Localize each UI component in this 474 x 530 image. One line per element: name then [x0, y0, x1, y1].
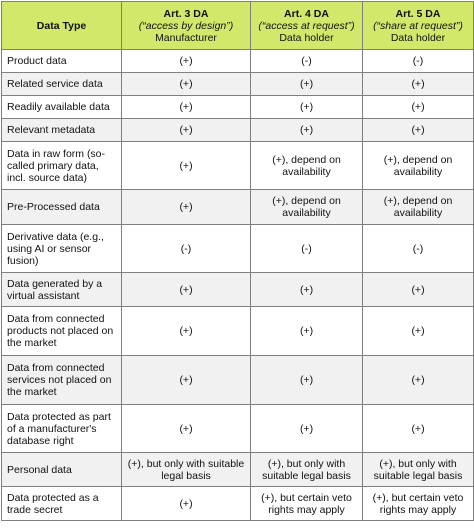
row-label: Pre-Processed data — [2, 190, 122, 225]
header-art4-mode: (“access at request”) — [258, 19, 355, 32]
row-label: Data in raw form (so-called primary data, incl. source data) — [2, 142, 122, 190]
table-row — [2, 50, 474, 73]
cell-art5: (+) — [363, 96, 474, 119]
data-access-table — [1, 1, 474, 521]
cell-art3: (+) — [122, 96, 251, 119]
header-art4 — [251, 2, 363, 50]
table-row — [2, 190, 474, 225]
table-body — [2, 50, 474, 521]
cell-art3: (+) — [122, 142, 251, 190]
cell-art5: (+) — [363, 405, 474, 453]
row-label: Data from connected services not placed on the market — [2, 356, 122, 405]
row-label: Related service data — [2, 73, 122, 96]
table-row — [2, 307, 474, 356]
header-art3-mode: (“access by design”) — [138, 19, 234, 32]
cell-art4: (+), but certain veto rights may apply — [251, 487, 363, 521]
table-row — [2, 487, 474, 521]
cell-art3: (+), but only with suitable legal basis — [122, 453, 251, 487]
header-art5-mode: (“share at request”) — [373, 19, 463, 32]
header-row — [2, 2, 474, 50]
row-label: Readily available data — [2, 96, 122, 119]
header-art5-article: Art. 5 DA — [395, 7, 441, 20]
header-data-type: Data Type — [2, 2, 122, 50]
cell-art5: (+), but only with suitable legal basis — [363, 453, 474, 487]
cell-art4: (+), depend on availability — [251, 190, 363, 225]
table-row — [2, 119, 474, 142]
cell-art5: (+) — [363, 307, 474, 356]
cell-art3: (+) — [122, 73, 251, 96]
table-row — [2, 273, 474, 307]
cell-art4: (+) — [251, 96, 363, 119]
table-row — [2, 405, 474, 453]
row-label: Derivative data (e.g., using AI or sensor fusion) — [2, 225, 122, 273]
cell-art5: (+) — [363, 356, 474, 405]
row-label: Data protected as a trade secret — [2, 487, 122, 521]
header-art3-role: Manufacturer — [155, 31, 217, 44]
cell-art4: (+) — [251, 356, 363, 405]
row-label: Data protected as part of a manufacturer's database right — [2, 405, 122, 453]
cell-art4: (+) — [251, 119, 363, 142]
header-art4-role: Data holder — [279, 31, 334, 44]
table-row — [2, 225, 474, 273]
row-label: Data from connected products not placed on the market — [2, 307, 122, 356]
row-label: Product data — [2, 50, 122, 73]
cell-art4: (+) — [251, 73, 363, 96]
cell-art5: (+), depend on availability — [363, 190, 474, 225]
cell-art5: (+) — [363, 119, 474, 142]
table-row — [2, 73, 474, 96]
cell-art5: (+) — [363, 273, 474, 307]
header-art4-article: Art. 4 DA — [284, 7, 329, 20]
cell-art3: (+) — [122, 487, 251, 521]
cell-art3: (+) — [122, 190, 251, 225]
cell-art3: (+) — [122, 273, 251, 307]
cell-art4: (-) — [251, 225, 363, 273]
cell-art4: (+), but only with suitable legal basis — [251, 453, 363, 487]
data-access-table-container — [1, 1, 474, 521]
cell-art4: (+) — [251, 307, 363, 356]
cell-art4: (-) — [251, 50, 363, 73]
table-row — [2, 356, 474, 405]
cell-art5: (-) — [363, 225, 474, 273]
cell-art5: (+), depend on availability — [363, 142, 474, 190]
cell-art4: (+) — [251, 405, 363, 453]
cell-art3: (+) — [122, 307, 251, 356]
cell-art5: (+), but certain veto rights may apply — [363, 487, 474, 521]
table-row — [2, 453, 474, 487]
header-art5-role: Data holder — [390, 31, 446, 44]
header-art3-article: Art. 3 DA — [163, 7, 209, 20]
cell-art4: (+) — [251, 273, 363, 307]
cell-art4: (+), depend on availability — [251, 142, 363, 190]
header-art3 — [122, 2, 251, 50]
table-row — [2, 142, 474, 190]
cell-art3: (+) — [122, 50, 251, 73]
row-label: Data generated by a virtual assistant — [2, 273, 122, 307]
table-header — [2, 2, 474, 50]
cell-art5: (-) — [363, 50, 474, 73]
header-art5 — [363, 2, 474, 50]
row-label: Relevant metadata — [2, 119, 122, 142]
row-label: Personal data — [2, 453, 122, 487]
table-row — [2, 96, 474, 119]
cell-art3: (+) — [122, 119, 251, 142]
cell-art3: (-) — [122, 225, 251, 273]
cell-art5: (+) — [363, 73, 474, 96]
cell-art3: (+) — [122, 405, 251, 453]
cell-art3: (+) — [122, 356, 251, 405]
